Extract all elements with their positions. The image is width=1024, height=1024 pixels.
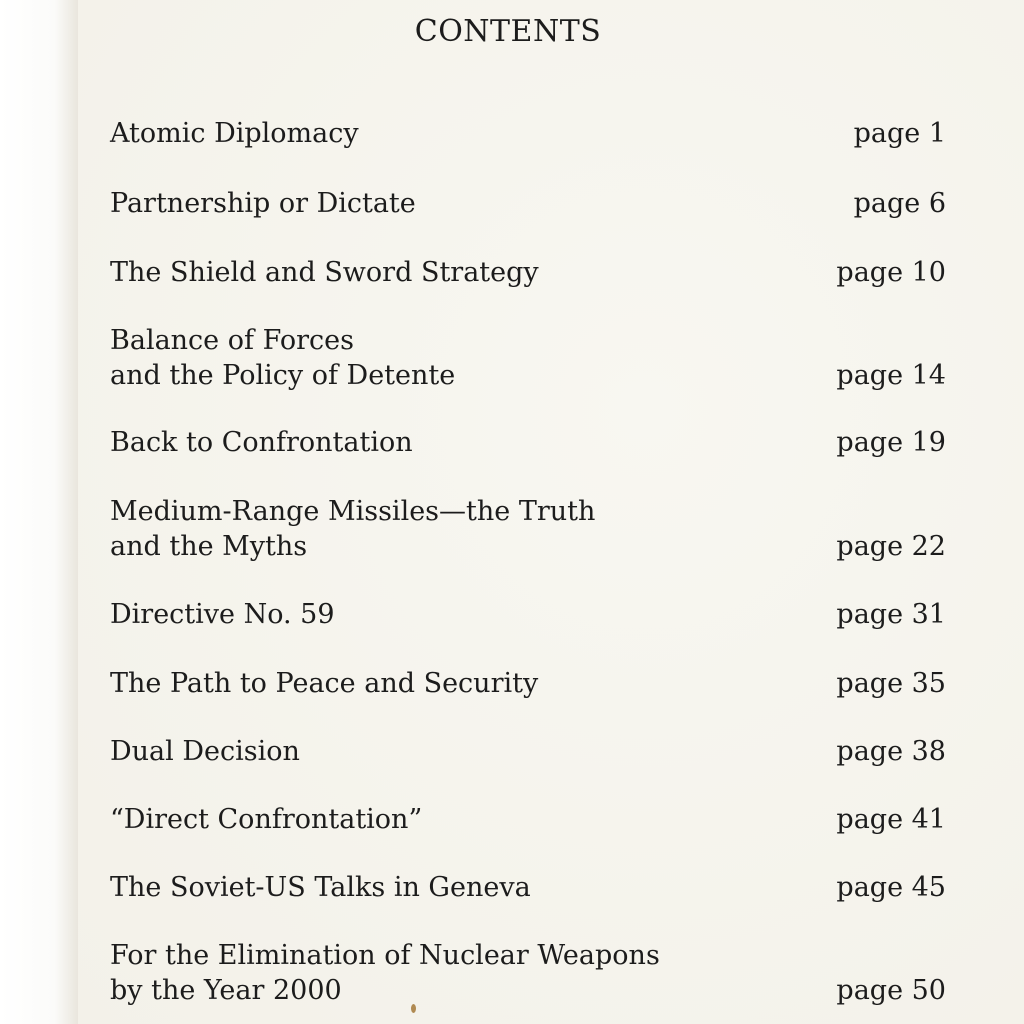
- page-left-margin: [0, 0, 78, 1024]
- toc-entry-title: The Shield and Sword Strategy: [110, 257, 539, 288]
- toc-entry: [110, 494, 946, 564]
- contents-page: [78, 0, 1024, 1024]
- toc-entry-page: page 45: [836, 872, 946, 903]
- toc-entry-page: page 35: [836, 668, 946, 699]
- toc-entry: [110, 666, 946, 701]
- toc-entry-title: Directive No. 59: [110, 599, 335, 630]
- toc-entry: [110, 802, 946, 837]
- page-title: CONTENTS: [414, 14, 602, 49]
- toc-entry: [110, 425, 946, 460]
- toc-entry-title: Partnership or Dictate: [110, 188, 416, 219]
- toc-entry-title: Back to Confrontation: [110, 427, 413, 458]
- toc-entry: [110, 734, 946, 769]
- toc-entry-title: The Path to Peace and Security: [110, 668, 539, 699]
- toc-entry-page: page 6: [853, 188, 946, 219]
- toc-entry-page: page 19: [836, 427, 946, 458]
- toc-entry-title: The Soviet-US Talks in Geneva: [110, 872, 531, 903]
- toc-entry: [110, 255, 946, 290]
- toc-entry-page: page 1: [853, 118, 946, 149]
- toc-entry-page: page 10: [836, 257, 946, 288]
- toc-entry: [110, 938, 946, 1008]
- toc-entry: [110, 323, 946, 393]
- toc-entry-title: Dual Decision: [110, 736, 300, 767]
- toc-entry-title: Atomic Diplomacy: [110, 118, 359, 149]
- toc-entry-page: page 31: [836, 599, 946, 630]
- paper-speck: [411, 1004, 416, 1013]
- toc-entry-page: page 22: [836, 531, 946, 562]
- toc-entry-page: page 41: [836, 804, 946, 835]
- toc-entry-page: page 50: [836, 975, 946, 1006]
- toc-entry: [110, 597, 946, 632]
- toc-entry: [110, 116, 946, 151]
- toc-entry-title: Balance of Forces and the Policy of Detente: [110, 325, 456, 391]
- toc-entry: [110, 186, 946, 221]
- toc-entry-title: For the Elimination of Nuclear Weapons by the Year 2000: [110, 940, 660, 1006]
- toc-entry-page: page 38: [836, 736, 946, 767]
- toc-entry-title: Medium-Range Missiles—the Truth and the Myths: [110, 496, 596, 562]
- toc-entry-title: “Direct Confrontation”: [110, 804, 423, 835]
- toc-entry: [110, 870, 946, 905]
- toc-entry-page: page 14: [836, 360, 946, 391]
